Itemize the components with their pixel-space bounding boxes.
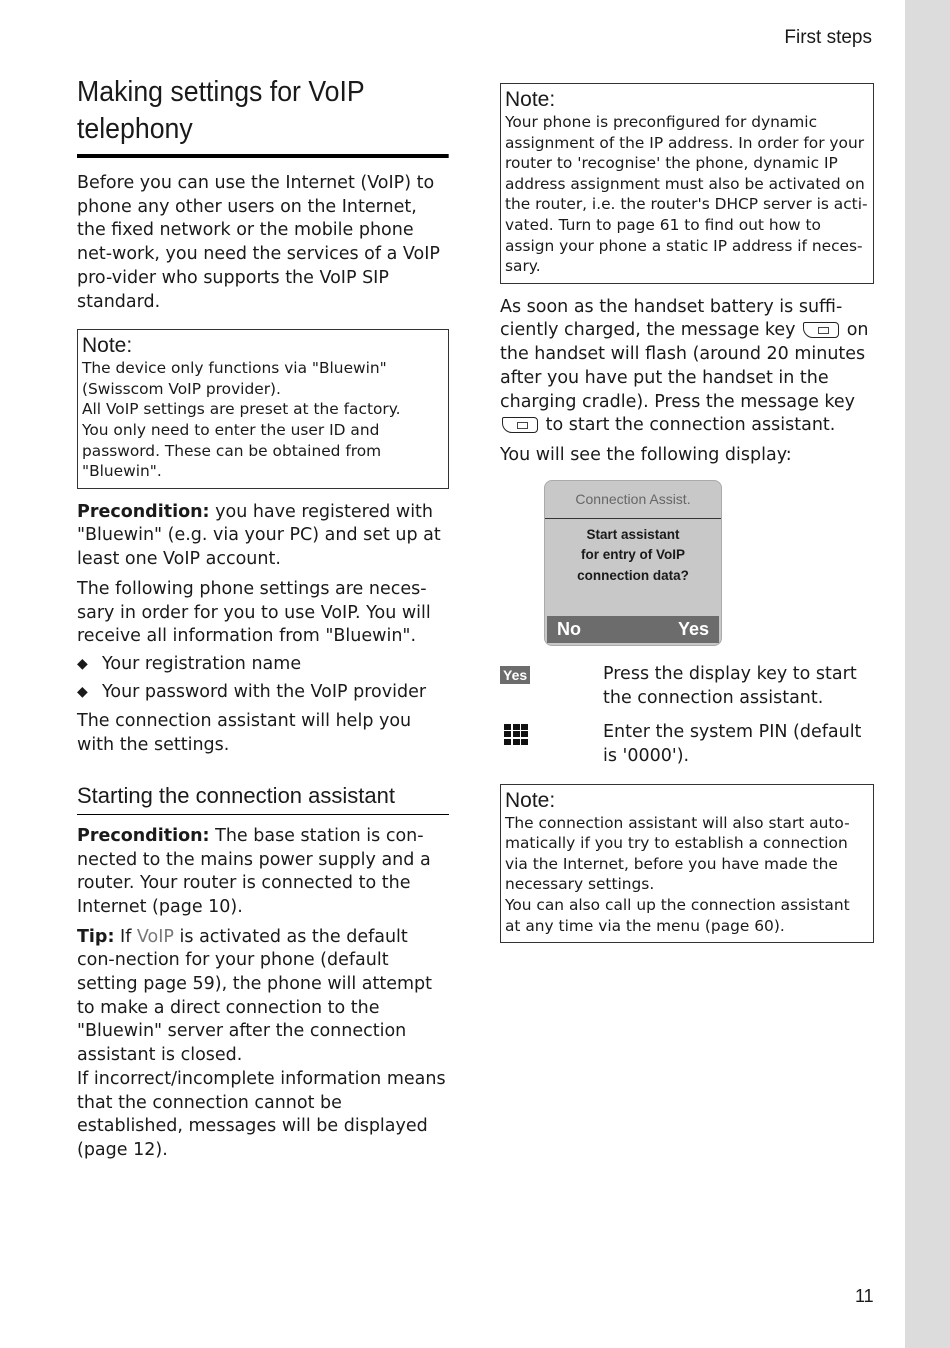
note-box-dhcp <box>500 83 874 284</box>
left-column <box>77 74 449 1163</box>
bullet-text: Your registration name <box>102 654 302 674</box>
voip-highlight: VoIP <box>136 926 174 947</box>
precondition-text: The base station is con-nected to the mains power supply and a router. Your router is connected to the Internet (page 10). <box>77 825 431 917</box>
display-title: Connection Assist. <box>545 481 721 519</box>
note-line: All VoIP settings are preset at the factory. <box>82 400 401 419</box>
precondition-label: Precondition: <box>77 501 210 522</box>
softkey-no[interactable]: No <box>557 618 581 639</box>
precondition-text: you have registered with "Bluewin" (e.g. via your PC) and set up at least one VoIP account. <box>77 501 441 570</box>
precondition-label: Precondition: <box>77 825 210 846</box>
tip-label: Tip: <box>77 926 115 947</box>
battery-paragraph <box>500 296 874 438</box>
softkey-yes[interactable]: Yes <box>677 618 709 639</box>
display-line: for entry of VoIP <box>580 547 685 563</box>
tip-text: is activated as the default con-nection for your phone (default setting page 59), the phone will attempt to make a direct connection to the "Bluewin" server after the connection assistant is closed. <box>77 926 433 1066</box>
bullet-text: Your password with the VoIP provider <box>102 681 427 702</box>
assistant-help-paragraph: The connection assistant will help you with the settings. <box>77 711 412 756</box>
display-softkey-bar <box>547 616 719 643</box>
note-line: You only need to enter the user ID and password. These can be obtained from "Bluewin". <box>82 421 382 481</box>
diamond-bullet-icon: ◆ <box>77 683 88 700</box>
handset-display-screen <box>544 480 722 646</box>
battery-text: As soon as the handset battery is suffi-ciently charged, the message key <box>500 296 843 341</box>
page-number: 11 <box>855 1286 874 1306</box>
bullet-item <box>77 653 449 677</box>
battery-text: on the handset will flash (around 20 minutes after you have put the handset in the charging cradle). Press the message key <box>500 320 869 412</box>
page-title: Making settings for VoIP telephony <box>77 74 449 158</box>
note-box-bluewin <box>77 329 449 489</box>
tip-paragraph-continued: If incorrect/incomplete information means that the connection cannot be established, messages will be displayed (page 12). <box>77 1068 446 1160</box>
running-header: First steps <box>784 27 872 48</box>
intro-paragraph: Before you can use the Internet (VoIP) to phone any other users on the Internet, the fixed network or the mobile phone net-work, you need the services of a VoIP pro-vider who supports the VoIP SIP standard. <box>77 173 440 312</box>
note-title: Note: <box>505 88 556 111</box>
page-margin-strip <box>905 0 950 1348</box>
note-title: Note: <box>82 334 133 358</box>
display-line: connection data? <box>577 567 689 583</box>
section-heading: Starting the connection assistant <box>77 782 449 815</box>
step-text: Press the display key to start the connection assistant. <box>603 663 857 708</box>
diamond-bullet-icon: ◆ <box>77 656 88 672</box>
note-line: The device only functions via "Bluewin" (Swisscom VoIP provider). <box>82 359 387 398</box>
message-key-icon <box>803 322 839 338</box>
settings-intro: The following phone settings are neces-sary in order for you to use VoIP. You will receive all information from "Bluewin". <box>77 578 431 647</box>
keypad-icon <box>504 724 603 745</box>
tip-paragraph <box>77 926 449 1068</box>
battery-text: to start the connection assistant. <box>545 415 836 436</box>
right-column <box>500 83 874 943</box>
step-text: Enter the system PIN (default is '0000'). <box>603 721 862 766</box>
display-intro: You will see the following display: <box>500 444 792 465</box>
note-line: The connection assistant will also start auto-matically if you try to establish a connection via the Internet, before you have made the necessary settings. <box>505 813 850 894</box>
message-key-icon <box>502 417 538 433</box>
instruction-step <box>500 720 874 768</box>
bullet-item <box>77 681 449 705</box>
note-box-assistant <box>500 784 874 944</box>
note-line: You can also call up the connection assistant at any time via the menu (page 60). <box>505 896 850 935</box>
note-body: Your phone is preconfigured for dynamic assignment of the IP address. In order for your router to 'recognise' the phone, dynamic IP address assignment must also be activated on the router, i.e. the router's DHCP server is acti-vated. Turn to page 61 to find out how to assign your phone a static IP address if neces-sary. <box>505 113 868 276</box>
note-title: Note: <box>505 788 556 812</box>
yes-display-key-icon: Yes <box>500 666 530 684</box>
instruction-step <box>500 662 874 710</box>
display-line: Start assistant <box>586 526 680 542</box>
precondition-paragraph <box>77 501 449 572</box>
display-body <box>545 519 721 587</box>
tip-text: If <box>114 926 137 947</box>
precondition-paragraph <box>77 825 449 920</box>
